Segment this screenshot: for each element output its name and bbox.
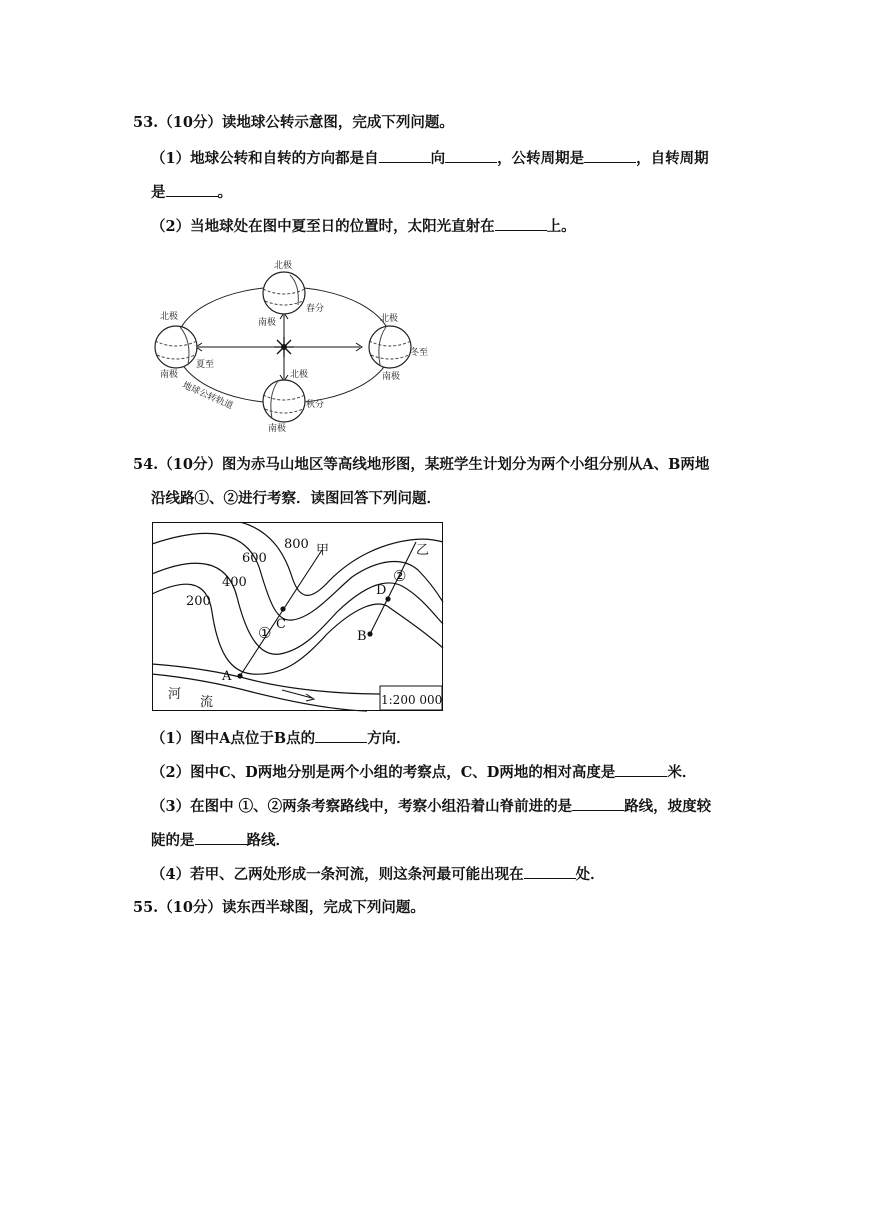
earth-autumn-icon bbox=[263, 380, 305, 422]
label-point-d: D bbox=[376, 583, 387, 598]
point-a-marker bbox=[237, 673, 242, 678]
answer-blank[interactable] bbox=[315, 728, 367, 743]
answer-blank[interactable] bbox=[584, 148, 636, 163]
point-c-marker bbox=[280, 606, 285, 611]
answer-blank[interactable] bbox=[615, 762, 667, 777]
label-south-bottom: 南极 bbox=[268, 424, 287, 434]
q54-title-cont: 沿线路①、②进行考察．读图回答下列问题． bbox=[151, 490, 441, 507]
label-200: 200 bbox=[186, 594, 211, 609]
answer-blank[interactable] bbox=[524, 864, 576, 879]
answer-blank[interactable] bbox=[572, 796, 624, 811]
label-point-a: A bbox=[222, 669, 232, 684]
q54-sub3-cont: 陡的是 路线． bbox=[151, 832, 290, 849]
q53-part1: （1）地球公转和自转的方向都是自 向 ，公转周期是 ，自转周期 bbox=[151, 150, 709, 167]
label-point-b: B bbox=[357, 629, 367, 644]
label-yi: 乙 bbox=[416, 543, 430, 558]
q54-sub2: （2）图中C、D两地分别是两个小组的考察点，C、D两地的相对高度是 米． bbox=[151, 764, 697, 781]
earth-spring-icon bbox=[263, 272, 305, 314]
label-spring: 春分 bbox=[306, 304, 325, 314]
label-south-right: 南极 bbox=[382, 372, 401, 382]
scale-label: 1:200 000 bbox=[381, 693, 443, 707]
label-600: 600 bbox=[242, 551, 267, 566]
q54-sub1: （1）图中A点位于B点的 方向． bbox=[151, 730, 411, 747]
label-autumn: 秋分 bbox=[306, 400, 325, 410]
sun-icon bbox=[274, 337, 294, 357]
q53-part1-cont: 是 。 bbox=[151, 184, 232, 201]
label-north-bottom: 北极 bbox=[290, 370, 309, 380]
label-south-left: 南极 bbox=[160, 370, 179, 380]
label-winter: 冬至 bbox=[410, 348, 429, 358]
earth-revolution-diagram bbox=[150, 255, 430, 435]
answer-blank[interactable] bbox=[195, 830, 247, 845]
contour-map bbox=[152, 522, 444, 712]
label-route-1: ① bbox=[258, 624, 272, 642]
q54-title: 54.（10分）图为赤马山地区等高线地形图，某班学生计划分为两个小组分别从A、B两地 bbox=[133, 456, 710, 473]
q53-part2: （2）当地球处在图中夏至日的位置时，太阳光直射在 上。 bbox=[151, 218, 576, 235]
answer-blank[interactable] bbox=[166, 182, 218, 197]
label-route-2: ② bbox=[393, 567, 407, 585]
label-jia: 甲 bbox=[316, 543, 330, 558]
label-south-top: 南极 bbox=[258, 318, 277, 328]
label-point-c: C bbox=[276, 617, 286, 632]
answer-blank[interactable] bbox=[379, 148, 431, 163]
label-400: 400 bbox=[222, 575, 247, 590]
label-north-right: 北极 bbox=[380, 314, 399, 324]
label-river-1: 河 bbox=[168, 687, 182, 702]
label-north-top: 北极 bbox=[274, 261, 293, 271]
earth-summer-icon bbox=[155, 326, 197, 368]
label-river-2: 流 bbox=[200, 695, 214, 710]
label-summer: 夏至 bbox=[196, 360, 215, 370]
point-b-marker bbox=[367, 631, 372, 636]
label-800: 800 bbox=[284, 537, 309, 552]
q54-sub4: （4）若甲、乙两处形成一条河流，则这条河最可能出现在 处． bbox=[151, 866, 605, 883]
earth-winter-icon bbox=[369, 326, 411, 368]
q53-title: 53.（10分）读地球公转示意图，完成下列问题。 bbox=[133, 114, 454, 131]
answer-blank[interactable] bbox=[445, 148, 497, 163]
label-orbit: 地球公转轨道 bbox=[180, 380, 235, 412]
q55-title: 55.（10分）读东西半球图，完成下列问题。 bbox=[133, 899, 425, 916]
label-north-left: 北极 bbox=[160, 312, 179, 322]
answer-blank[interactable] bbox=[495, 216, 547, 231]
q54-sub3: （3）在图中 ①、②两条考察路线中，考察小组沿着山脊前进的是 路线，坡度较 bbox=[151, 798, 712, 815]
